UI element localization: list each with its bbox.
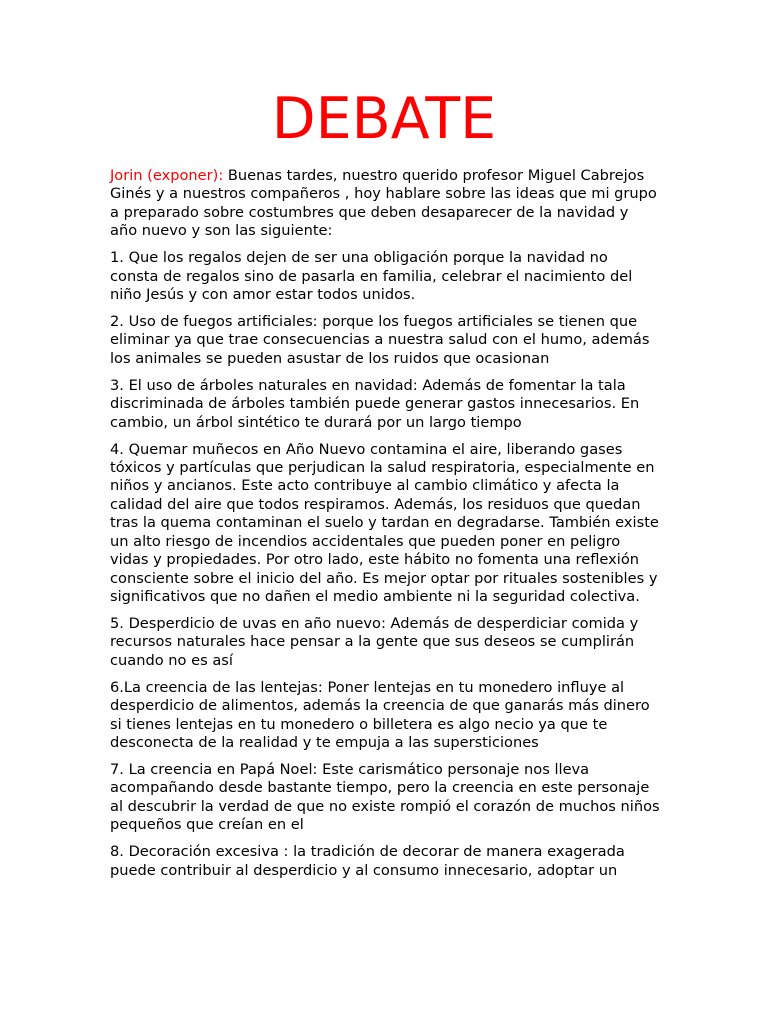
speaker-label: Jorin (exponer): (110, 167, 224, 184)
point-4: 4. Quemar muñecos en Año Nuevo contamina el aire, liberando gases tóxicos y partículas que perjudican la salud respiratoria, especialmente en niños y ancianos. Este acto contribuye al cambio climático y afecta la calidad del aire que todos respiramos. Además, los residuos que quedan tras la quema contaminan el suelo y tardan en degradarse. También existe un alto riesgo de incendios accidentales que pueden poner en peligro vidas y propiedades. Por otro lado, este hábito no fomenta una reflexión consciente sobre el inicio del año. Es mejor optar por rituales sostenibles y significativos que no dañen el medio ambiente ni la seguridad colectiva. (110, 440, 659, 605)
point-3: 3. El uso de árboles naturales en navidad: Además de fomentar la tala discriminada de árboles también puede generar gastos innecesarios. En cambio, un árbol sintético te durará por un largo tiempo (110, 376, 640, 431)
document-title: DEBATE (271, 86, 497, 152)
point-8: 8. Decoración excesiva : la tradición de decorar de manera exagerada puede contribuir al desperdicio y al consumo innecesario, adoptar un (110, 843, 625, 879)
intro-paragraph (110, 167, 660, 241)
point-7: 7. La creencia en Papá Noel: Este carismático personaje nos lleva acompañando desde bastante tiempo, pero la creencia en este personaje al descubrir la verdad de que no existe rompió el corazón de muchos niños pequeños que creían en el (110, 760, 660, 834)
point-2: 2. Uso de fuegos artificiales: porque los fuegos artificiales se tienen que eliminar ya que trae consecuencias a nuestra salud con el humo, además los animales se pueden asustar de los ruidos que ocasionan (110, 313, 650, 367)
document-body (110, 167, 660, 889)
point-6: 6.La creencia de las lentejas: Poner lentejas en tu monedero influye al desperdicio de alimentos, además la creencia de que ganarás más dinero si tienes lentejas en tu monedero o billetera es algo necio ya que te desconecta de la realidad y te empuja a las supersticiones (110, 678, 650, 751)
point-5: 5. Desperdicio de uvas en año nuevo: Además de desperdiciar comida y recursos naturales hace pensar a la gente que sus deseos se cumplirán cuando no es así (110, 614, 639, 669)
point-1: 1. Que los regalos dejen de ser una obligación porque la navidad no consta de regalos sino de pasarla en familia, celebrar el nacimiento del niño Jesús y con amor estar todos unidos. (110, 249, 633, 304)
intro-text: Buenas tardes, nuestro querido profesor Miguel Cabrejos Ginés y a nuestros compañeros , hoy hablare sobre las ideas que mi grupo a preparado sobre costumbres que deben desaparecer de la navidad y año nuevo y son las siguiente: (110, 167, 657, 240)
